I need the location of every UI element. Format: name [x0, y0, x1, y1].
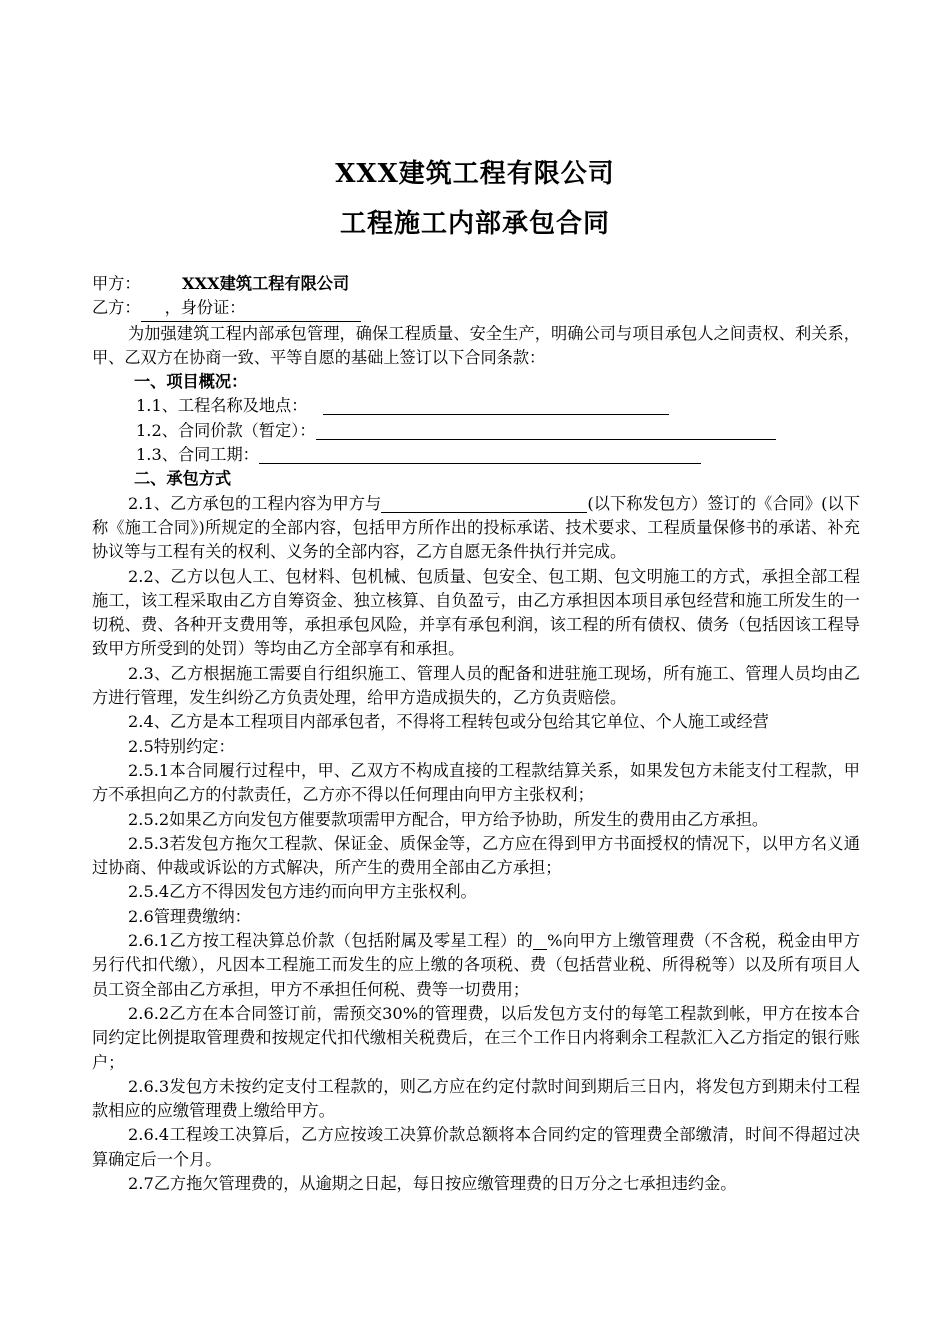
item-1-1-label: 1.1、工程名称及地点：: [136, 396, 308, 416]
section-1-title: 一、项目概况：: [134, 372, 248, 392]
item-1-2: [92, 419, 860, 443]
paragraph-2-5: 2.5特别约定：: [128, 736, 235, 756]
paragraph-2-5-2: 2.5.2如果乙方向发包方催要款项需甲方配合，甲方给予协助，所发生的费用由乙方承担。: [128, 809, 769, 829]
party-a-name: XXX建筑工程有限公司: [182, 274, 350, 293]
paragraph-2-6-1-start: 2.6.1乙方按工程决算总价款（包括附属及零星工程）的: [128, 931, 534, 951]
paragraph-2-5-4: 2.5.4乙方不得因发包方违约而向甲方主张权利。: [128, 882, 477, 902]
paragraph-2-4: 2.4、乙方是本工程项目内部承包者，不得将工程转包或分包给其它单位、个人施工或经营: [128, 712, 769, 732]
party-a-line: [92, 272, 860, 296]
party-b-id-blank: [141, 296, 361, 321]
employer-blank: [381, 494, 587, 513]
paragraph-2-3: 2.3、乙方根据施工需要自行组织施工、管理人员的配备和进驻施工现场，所有施工、管理人员均由乙方进行管理，发生纠纷乙方负责处理，给甲方造成损失的，乙方负责赔偿。: [92, 663, 860, 708]
paragraph-2-6-1: [92, 929, 860, 1002]
intro-paragraph: 为加强建筑工程内部承包管理，确保工程质量、安全生产，明确公司与项目承包人之间责权、利关系，甲、乙双方在协商一致、平等自愿的基础上签订以下合同条款：: [92, 323, 860, 367]
party-b-label: 乙方：: [92, 298, 141, 318]
company-title: XXX建筑工程有限公司: [335, 159, 615, 189]
paragraph-2-1-rest: (以下称发包方）签订的《合同》(以下称《施工合同》)所规定的全部内容，包括甲方所作出的投标承诺、技术要求、工程质量保修书的承诺、补充协议等与工程有关的权利、义务的全部内容，乙方自愿无条件执行并完成。: [92, 493, 860, 562]
item-1-3: [92, 443, 860, 467]
paragraph-2-6-2: 2.6.2乙方在本合同签订前，需预交30%的管理费，以后发包方支付的每笔工程款到帐，甲方在按本合同约定比例提取管理费和按规定代扣代缴相关税费后，在三个工作日内将剩余工程款汇入乙方指定的银行账户；: [92, 1003, 860, 1072]
item-1-3-label: 1.3、合同工期：: [136, 445, 259, 465]
party-a-label: 甲方：: [92, 274, 141, 293]
contract-title: 工程施工内部承包合同: [339, 209, 610, 239]
paragraph-2-5-1: 2.5.1本合同履行过程中，甲、乙双方不构成直接的工程款结算关系，如果发包方未能支付工程款，甲方不承担向乙方的付款责任，乙方亦不得以任何理由向甲方主张权利；: [92, 760, 860, 805]
item-1-2-label: 1.2、合同价款（暂定）：: [136, 420, 316, 440]
party-b-id-label: ，身份证：: [164, 298, 246, 318]
contract-body: [92, 272, 860, 1196]
paragraph-2-2: 2.2、乙方以包人工、包材料、包机械、包质量、包安全、包工期、包文明施工的方式，承担全部工程施工，该工程采取由乙方自筹资金、独立核算、自负盈亏，由乙方承担因本项目承包经营和施工所发生的一切税、费、各种开支费用等，承担承包风险，并享有承包利润，该工程的所有债权、债务（包括因该工程导致甲方所受到的处罚）等均由乙方全部享有和承担。: [92, 566, 860, 659]
item-1-1: [92, 394, 860, 418]
management-fee-percent-blank: [533, 931, 547, 950]
project-name-blank: [323, 396, 669, 415]
paragraph-2-6-3: 2.6.3发包方未按约定支付工程款的，则乙方应在约定付款时间到期后三日内，将发包方到期未付工程款相应的应缴管理费上缴给甲方。: [92, 1076, 860, 1121]
paragraph-2-5-3: 2.5.3若发包方拖欠工程款、保证金、质保金等，乙方应在得到甲方书面授权的情况下，以甲方名义通过协商、仲裁或诉讼的方式解决，所产生的费用全部由乙方承担；: [92, 833, 860, 878]
paragraph-2-1-start: 2.1、乙方承包的工程内容为甲方与: [128, 493, 382, 513]
paragraph-2-6: 2.6管理费缴纳：: [128, 906, 251, 926]
contract-period-blank: [259, 445, 701, 464]
party-b-line: [92, 296, 860, 321]
paragraph-2-7: 2.7乙方拖欠管理费的，从逾期之日起，每日按应缴管理费的日万分之七承担违约金。: [128, 1173, 737, 1193]
paragraph-2-6-4: 2.6.4工程竣工决算后，乙方应按竣工决算价款总额将本合同约定的管理费全部缴清，时间不得超过决算确定后一个月。: [92, 1125, 860, 1169]
section-2-title: 二、承包方式: [134, 469, 232, 489]
contract-price-blank: [316, 421, 776, 440]
paragraph-2-6-1-rest: %向甲方上缴管理费（不含税，税金由甲方另行代扣代缴），凡因本工程施工而发生的应上缴的各项税、费（包括营业税、所得税等）以及所有项目人员工资全部由乙方承担，甲方不承担任何税、费等一切费用；: [92, 931, 860, 999]
paragraph-2-1: [92, 492, 860, 565]
